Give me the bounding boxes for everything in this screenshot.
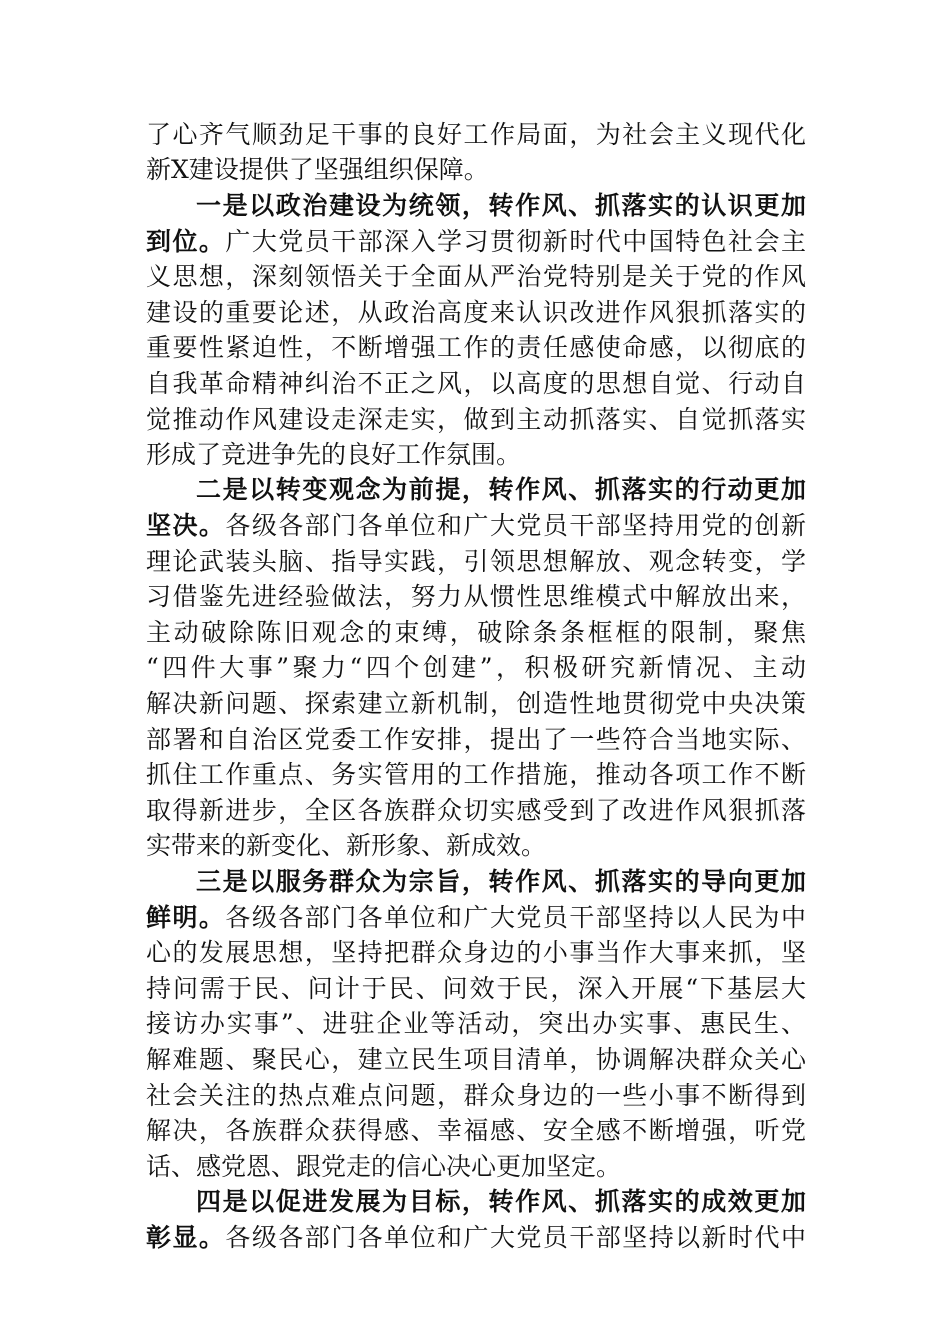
text-line: 话、感党恩、跟党走的信心决心更加坚定。: [146, 1152, 622, 1181]
section-heading-3-end: 鲜明。: [146, 903, 226, 932]
section-heading-1-end: 到位。: [146, 227, 226, 256]
text-line: 到位。广大党员干部深入学习贯彻新时代中国特色社会主: [146, 227, 806, 256]
text-line: 觉推动作风建设走深走实，做到主动抓落实、自觉抓落实: [146, 405, 806, 434]
section-heading-2-end: 坚决。: [146, 511, 226, 540]
section-heading-3: 三是以服务群众为宗旨，转作风、抓落实的导向更加: [196, 867, 806, 896]
text-line: 了心齐气顺劲足干事的良好工作局面，为社会主义现代化: [146, 120, 806, 149]
text-line: 义思想，深刻领悟关于全面从严治党特别是关于党的作风: [146, 262, 806, 291]
text-line: 取得新进步，全区各族群众切实感受到了改进作风狠抓落: [146, 796, 806, 825]
text-line: 形成了竞进争先的良好工作氛围。: [146, 440, 522, 469]
text-line: 部署和自治区党委工作安排，提出了一些符合当地实际、: [146, 725, 806, 754]
text-line: 习借鉴先进经验做法，努力从惯性思维模式中解放出来，: [146, 582, 806, 611]
text-line: 彰显。各级各部门各单位和广大党员干部坚持以新时代中: [146, 1223, 806, 1252]
text-line: 心的发展思想，坚持把群众身边的小事当作大事来抓，坚: [146, 938, 806, 967]
section-heading-2: 二是以转变观念为前提，转作风、抓落实的行动更加: [196, 475, 806, 504]
text-line: 新X建设提供了坚强组织保障。: [146, 155, 489, 184]
text-line: 持问需于民、问计于民、问效于民，深入开展“下基层大: [146, 974, 806, 1003]
text-line: 坚决。各级各部门各单位和广大党员干部坚持用党的创新: [146, 511, 806, 540]
text-line: 解决新问题、探索建立新机制，创造性地贯彻党中央决策: [146, 689, 806, 718]
text-line: 实带来的新变化、新形象、新成效。: [146, 831, 547, 860]
text-line: 理论武装头脑、指导实践，引领思想解放、观念转变，学: [146, 547, 806, 576]
text-line: 建设的重要论述，从政治高度来认识改进作风狠抓落实的: [146, 298, 806, 327]
text-line: “四件大事”聚力“四个创建”，积极研究新情况、主动: [146, 653, 806, 682]
text-line: 主动破除陈旧观念的束缚，破除条条框框的限制，聚焦: [146, 618, 806, 647]
section-heading-1: 一是以政治建设为统领，转作风、抓落实的认识更加: [196, 191, 806, 220]
text-line: 鲜明。各级各部门各单位和广大党员干部坚持以人民为中: [146, 903, 806, 932]
section-heading-4-end: 彰显。: [146, 1223, 226, 1252]
text-line: 重要性紧迫性，不断增强工作的责任感使命感，以彻底的: [146, 333, 806, 362]
text-line: 解决，各族群众获得感、幸福感、安全感不断增强，听党: [146, 1116, 806, 1145]
text-line: 解难题、聚民心，建立民生项目清单，协调解决群众关心: [146, 1045, 806, 1074]
text-line: 抓住工作重点、务实管用的工作措施，推动各项工作不断: [146, 760, 806, 789]
section-heading-4: 四是以促进发展为目标，转作风、抓落实的成效更加: [196, 1187, 806, 1216]
text-line: 社会关注的热点难点问题，群众身边的一些小事不断得到: [146, 1081, 806, 1110]
text-line: 接访办实事”、进驻企业等活动，突出办实事、惠民生、: [146, 1009, 806, 1038]
text-line: 自我革命精神纠治不正之风，以高度的思想自觉、行动自: [146, 369, 806, 398]
